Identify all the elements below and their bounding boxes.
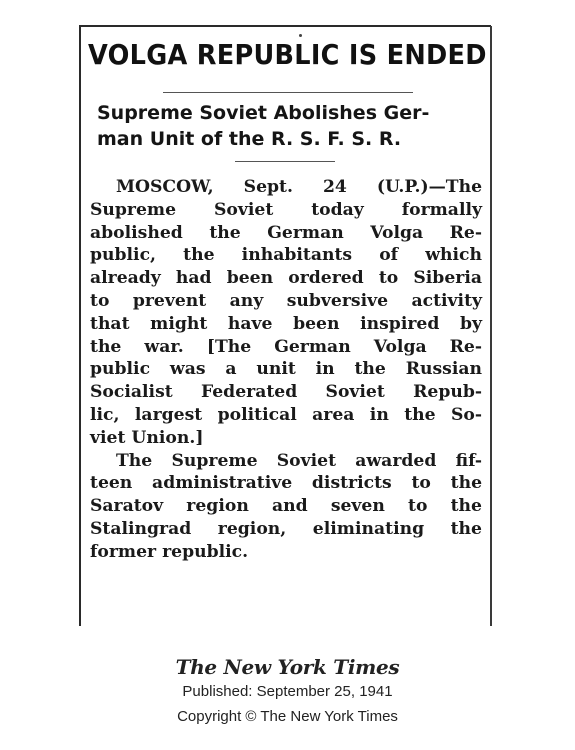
column-top-rule [79,25,491,27]
body-line: to prevent any subversive activity [90,290,482,311]
print-speck [299,34,302,37]
headline-divider [163,92,413,93]
body-line: MOSCOW, Sept. 24 (U.P.)—The [116,177,482,197]
deck-line: Supreme Soviet Abolishes Ger- [97,102,430,124]
body-line: public was a unit in the Russian [90,359,482,380]
copyright-notice: Copyright © The New York Times [177,708,398,725]
body-line: Supreme Soviet today formally [90,199,482,220]
body-line: the war. [The German Volga Re- [90,336,482,357]
body-line: public, the inhabitants of which [90,245,482,266]
body-line: former republic. [90,541,249,562]
article-deck [97,100,487,152]
body-line: that might have been inspired by [90,313,482,334]
body-line: The Supreme Soviet awarded fif- [116,450,482,471]
body-line: Stalingrad region, eliminating the [90,518,482,539]
article-body [90,176,482,564]
body-line: Socialist Federated Soviet Repub- [90,382,482,403]
deck-divider [235,161,335,162]
body-line: teen administrative districts to the [90,473,482,494]
article-headline: VOLGA REPUBLIC IS ENDED [88,39,487,71]
column-left-rule [79,26,81,626]
column-right-rule [490,26,492,626]
body-line: viet Union.] [90,427,204,448]
body-line: abolished the German Volga Re- [90,222,482,243]
body-line: lic, largest political area in the So- [90,404,482,425]
body-line: already had been ordered to Siberia [90,268,482,289]
body-line: Saratov region and seven to the [90,496,482,517]
deck-line: man Unit of the R. S. F. S. R. [97,128,402,150]
published-date: Published: September 25, 1941 [182,683,393,700]
newspaper-masthead: The New York Times [175,655,400,679]
